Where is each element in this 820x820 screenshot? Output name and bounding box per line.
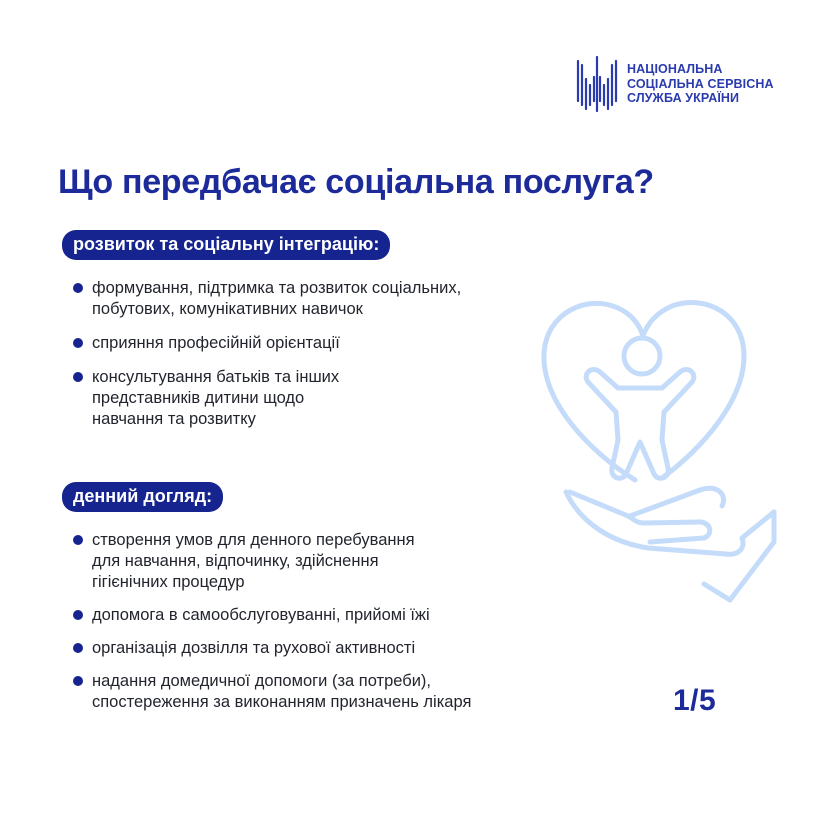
bullet-dot-icon <box>73 610 83 620</box>
page-title: Що передбачає соціальна послуга? <box>58 163 654 201</box>
logo <box>575 55 774 113</box>
list-item-text: допомога в самообслуговуванні, прийомі їжі <box>92 606 430 624</box>
logo-text <box>627 62 774 106</box>
bullet-dot-icon <box>73 535 83 545</box>
logo-line-1: НАЦІОНАЛЬНА <box>627 62 723 77</box>
bullet-dot-icon <box>73 676 83 686</box>
list-development <box>72 278 461 443</box>
bullet-dot-icon <box>73 372 83 382</box>
illustration <box>530 292 780 617</box>
section-heading-development: розвиток та соціальну інтеграцію: <box>62 230 390 260</box>
list-item <box>72 605 471 626</box>
heart-child-hand-icon <box>530 292 780 612</box>
list-item <box>72 333 461 354</box>
list-item-text: сприяння професійній орієнтації <box>92 334 340 352</box>
list-item <box>72 671 471 713</box>
list-item <box>72 367 461 430</box>
list-item-text: консультування батьків та інших представників дитини щодо навчання та розвитку <box>92 368 340 428</box>
bullet-dot-icon <box>73 643 83 653</box>
list-item <box>72 278 461 320</box>
bullet-dot-icon <box>73 283 83 293</box>
list-item <box>72 530 471 593</box>
list-item <box>72 638 471 659</box>
list-item-text: формування, підтримка та розвиток соціальних, побутових, комунікативних навичок <box>92 279 462 318</box>
list-day-care <box>72 530 471 725</box>
logo-line-3: СЛУЖБА УКРАЇНИ <box>627 91 740 106</box>
list-item-text: організація дозвілля та рухової активності <box>92 639 416 657</box>
page-counter: 1/5 <box>673 684 717 717</box>
list-item-text: надання домедичної допомоги (за потреби), спостереження за виконанням призначень лікаря <box>92 672 472 711</box>
section-heading-day-care: денний догляд: <box>62 482 223 512</box>
list-item-text: створення умов для денного перебування для навчання, відпочинку, здійснення гігієнічних процедур <box>92 531 415 591</box>
logo-line-2: СОЦІАЛЬНА СЕРВІСНА <box>627 76 774 91</box>
bullet-dot-icon <box>73 338 83 348</box>
trident-logo-icon <box>575 55 619 113</box>
